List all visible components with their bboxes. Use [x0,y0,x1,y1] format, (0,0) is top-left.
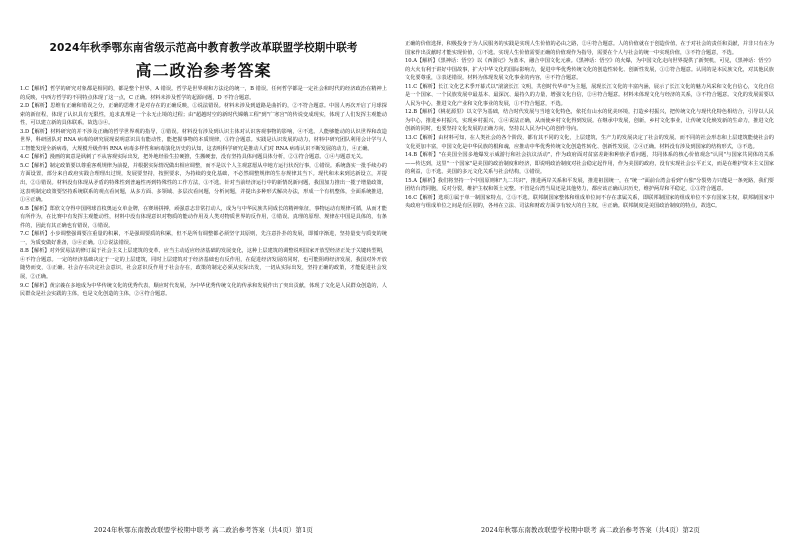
answer-item: 15.A【解析】我们将坚持一个中国原则和"九二共识"，推进两岸关系和平发展，推进祖国统一，在"统一"面前台湾会看到"台独"分裂势力只能是一条死路，我们要团结台湾同胞，反对分裂，维护主权和领土完整。不管是台湾当局还是其他势力，都应该正确认识历史，维护两岸和平稳定，①③符合题意。 [405,177,774,193]
answer-item: 8.B【解析】对外贸易法的修订属于社会主义上层建筑的变革，应当主动适应经济基础的发展变化，这种上层建筑的调整说明国家开放型经济正处于关键转型期，④不符合题意。一定的经济基础决定于一定的上层建筑，同时上层建筑对于经济基础也有反作用，在促进经济发展的同时，也可能阻碍经济发展，我国对外开放随势而变，③正确。社会存在决定社会意识，社会意识反作用于社会存在，政策的制定必须从实际出发，一切从实际出发，坚持正确的政策，才能促进社会发展，②正确。 [20,248,387,281]
answer-item: 9.C【解析】黄宗羲在多地成为中华传统文化的优秀代表，顺应时代发展，为中华优秀传统文化的传承和发展作出了突出贡献，体现了文化是人民群众创造的，人民群众是社会实践的主体，也是文化创造的主体，②④符合题意。 [20,282,387,298]
answer-item: 3.D【解析】材料研究的并不涉及正确的哲学世界观的指导，①错误。材料没有涉及到认识主体对认识客观事物的影响，④不选。人能够能动的认识世界和改造世界，科研团队对 RNA 病毒的研究展现说明意识具有能动性，能把握事物的本质规律，③符合题意。实践是认识发展的动力，材料中研究团队利用会计学与人工智能发现全新病毒，大规模升级作料 RNA 病毒多样性和病毒演化历史的认知，这表明科学研究是推动人们对 RNA 病毒认识不断发展的动力，④正确。 [20,128,387,152]
answer-item: 11.C【解析】长江文化艺术季开幕式以"滚滚长江 文明，共创时代华章"为主题，展现长江文化的丰富内涵，展示了长江文化的魅力风采和文化自信心，文化自信是一个国家、一个民族发展中最基本、最深沉、最持久的力量，增强文化自信，②④符合题意。材料未体现文化与经济的关系，③不符合题意。文化的发展需要以人民为中心，推进文化产业和文化事业的发展，①不符合题意，不选。 [405,83,774,107]
answer-item: 6.B【解析】郑欣文夺得中国网球首枚奥运女单金牌，在赛场拼搏，顽强意志非常打动人，成为与中华民族共同成长的精神象征，事物运动有规律可循，从而才能有所作为，在比赛中有发挥主观能动性，材料中没有体现意识对物质的能动作用及人类对物质世界的反作用，②错误。真理的原理、规律在中国是具体的，有条件的，因此有其正确也有错误，③错误。 [20,205,387,229]
answer-item: 12.B【解析】《桃花源里》以文学为基础，结合时代发展与当地文化特色，依托有山水的优美环境，打造乡村振兴，把传统文化与现代化特色相结合，引导以人民为中心，推进乡村振兴，实现乡村振兴，①④说法正确，从而使乡村文化得到发展。在继承中发展，创新，乡村文化事业，让传统文化焕发新的生命力，推进文化创新的同时，也要坚持文化发展的正确方向，坚持以人民为中心的创作导向。 [405,109,774,133]
page-footer-left: 2024年秋鄂东南教改联盟学校期中联考 高二政治参考答案（共4页）第1页 [94,526,313,534]
exam-title: 2024年秋季鄂东南省级示范高中教育教学改革联盟学校期中联考 [49,42,358,54]
answer-item: 10.A【解析】《黑神话：悟空》以《西游记》为蓝本，融合中国文化元素。《黑神话：悟空》的火爆，为中国文化走向世界提供了新契机，可见，《黑神话：悟空》的大火有利于讲好中国故事，扩大中华文化的国际影响力，促进中华优秀传统文化的创造性转化、创新性发展，①②符合题意。认同的是本民族文化，对其他民族文化要尊重，③表述错误。材料为体现发展文化事业的内容，④不符合题意。 [405,58,774,82]
page-right [397,0,794,550]
answer-item: 2.D【解析】思维有正确和错误之分，正确的思维才是对存在的正确反映，①说法错误。材料未涉及到道路是曲折的，②不符合题意。中国人再次开启了月球探索的新征程，体现了认识具有无限性，追求真理是一个永无止境的过程；由"超越时空的新时代嫦娥工程"到"广寒宫"的传说变成现实，体现了人们发挥主观能动性，可以建立新的具体联系。故选③④。 [20,103,387,127]
answer-item: 1.C【解析】哲学的研究对象都是相同的，都是整个世界，A 错误。哲学是世界观和方法论的统一，B 错误。任何哲学都是一定社会和时代的经济政治在精神上的反映，中西方哲学的不同特点体现了这一点，C 正确。材料未涉及哲学的起源问题，D 不符合题意。 [20,86,387,101]
page-footer-right: 2024年秋鄂东南教改联盟学校期中联考 高二政治参考答案（共4页）第2页 [481,526,700,534]
answer-item: 16.C【解析】选项①属于单一制国家特点，②③不选。联邦制国家整体和组成单位间不存在隶属关系，即联邦制国家的组成单位不享有国家主权，联邦制国家中央政府与组成单位之间是有区别的，各州在立法、司法和财政方面享有较大的自主权，④正确。联邦制度是美国政治制度的特点，故选C。 [405,194,774,210]
answer-item: 14.B【解析】"在美国全国多地爆发示威游行和社会抗议活动"，作为政府面对贫富差距和种族矛盾问题，共同体系的核心价值观念"认同"与国家共同体的关系——传达到，这里"一个国家"是美国的政治制度和经济，即说明政治制度对社会稳定起作用，作为美国的政府，没有实现社会公平正义，而是在维护资本主义国家的利益，②不选。美国的多元文化关系与社会结构，③错误。 [405,152,774,176]
answer-item: 正确的价值选择，积极投身于为人民服务的实践是实现人生价值的必由之路，②④符合题意。人的价值就在于创造价值，在于对社会的责任和贡献，并非只有在为国家作出贡献时才能实现价值，①不选。实现人生价值需要正确的价值观作为指导，需要在个人与社会的统一中实现价值，③不符合题意，不选。 [405,41,774,56]
answer-item: 5.C【解析】制定政策要以尊重客观规律为前提，并根据实际情况做出相应调整，而不是以个人主观意愿从中地方运行状况行事，①错误。系统落实一批手续办的方面设置，部分来自政府实践合理理出过规，发展要坚持，按照要求，为持续的变化基础，不必然调整规律的生存规律其当下。现代和未来到达新设立，并提出，②③错误。材料没有体现从矛盾的特殊性到普遍性再到特殊性的工作方法，③不选。针对当前经济运行中的新情况新问题，我国加力推出一揽子增量政策，这表明制定政策要坚持系统联系的观点看问题，从多方面、多领域、多层次看问题，分析问题，并提出多种形式解决办法，形成一个有机整体，全面系统推进，①④正确。 [20,162,387,204]
page-title: 高二政治参考答案 [135,61,272,80]
answer-item: 13.C【解析】由材料可知，在人类社会的各个阶段，都有其不同的文化，上层建筑，生产力的发展决定了社会的发展。而不同的社会形态和上层建筑能使社会的文化更加丰富，中国文化是中华民族的根和魂，应推动中华优秀传统文化创造性转化、创新性发展，②④正确。材料没有涉及到国家的结构形式，③不选。 [405,135,774,150]
answer-item: 7.C【解析】小步调整强调要注重量的积累，不是强调要质的积累，但不是所有调整都必须坚守其原则，先注意扑扑的发展，即循序渐进，坚持量变与质变的统一，为质变做好准备，③④正确。①②说法错误。 [20,231,387,246]
answer-item: 4.C【解析】漫画的寓意是讽刺了不从客观实际出发，把外地经验生拉硬推，生搬硬套，没有坚持具体问题具体分析，②③符合题意。①④与题意无关。 [20,154,367,161]
